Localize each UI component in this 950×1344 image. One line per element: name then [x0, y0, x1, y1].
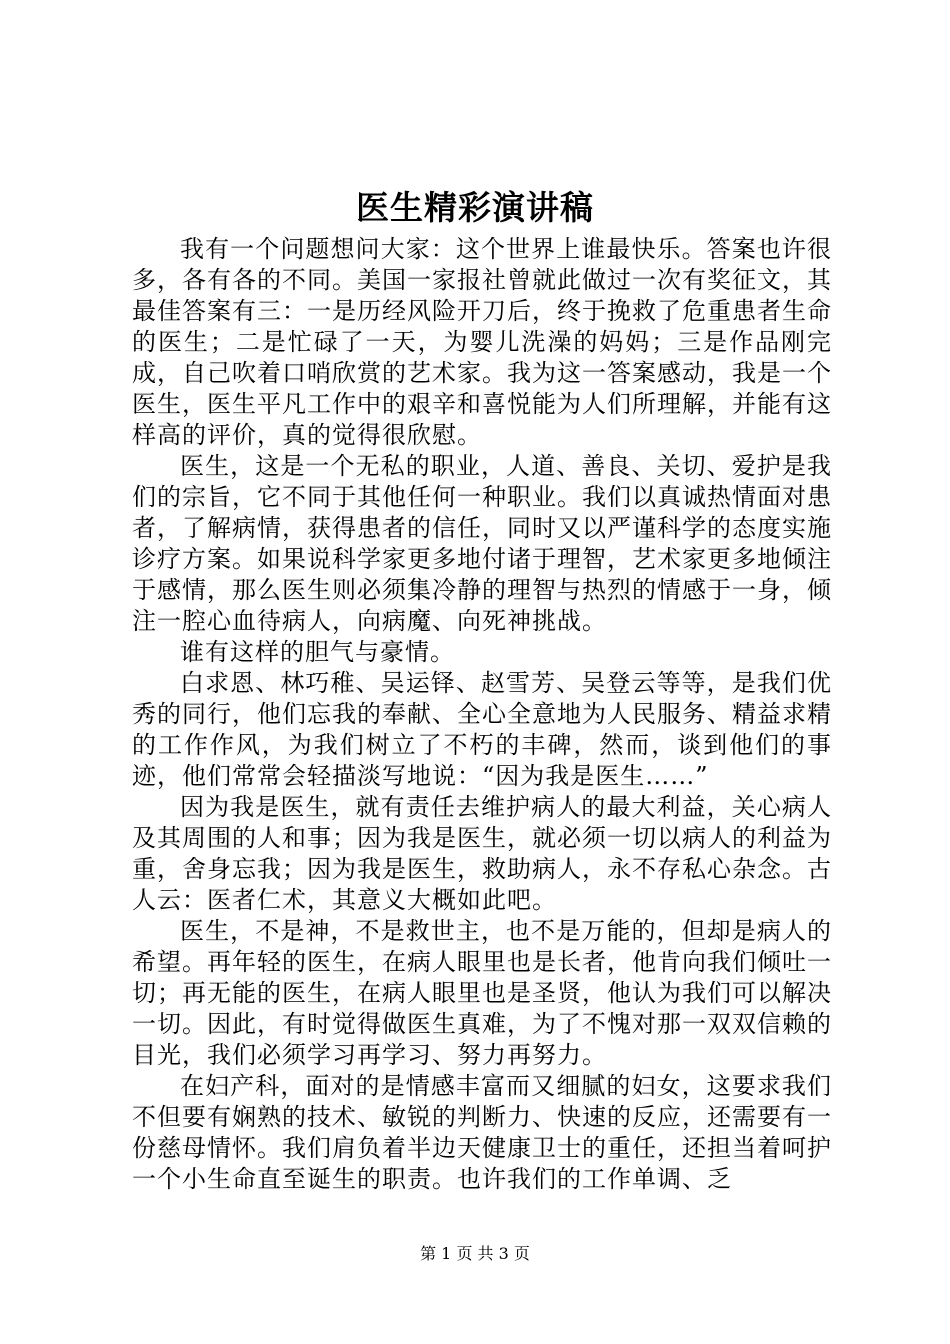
page-number-footer: 第 1 页 共 3 页	[420, 1244, 530, 1263]
paragraph: 医生，不是神，不是救世主，也不是万能的，但却是病人的希望。再年轻的医生，在病人眼里也是长者，他肯向我们倾吐一切；再无能的医生，在病人眼里也是圣贤，他认为我们可以解决一切。因此，有时觉得做医生真难，为了不愧对那一双双信赖的目光，我们必须学习再学习、努力再努力。	[132, 917, 832, 1069]
paragraph: 谁有这样的胆气与豪情。	[180, 638, 455, 666]
paragraph: 我有一个问题想问大家：这个世界上谁最快乐。答案也许很多，各有各的不同。美国一家报社曾就此做过一次有奖征文，其最佳答案有三：一是历经风险开刀后，终于挽救了危重患者生命的医生；二是忙碌了一天，为婴儿洗澡的妈妈；三是作品刚完成，自己吹着口哨欣赏的艺术家。我为这一答案感动，我是一个医生，医生平凡工作中的艰辛和喜悦能为人们所理解，并能有这样高的评价，真的觉得很欣慰。	[132, 235, 832, 449]
paragraph: 白求恩、林巧稚、吴运铎、赵雪芳、吴登云等等，是我们优秀的同行，他们忘我的奉献、全心全意地为人民服务、精益求精的工作作风，为我们树立了不朽的丰碑，然而，谈到他们的事迹，他们常常会轻描淡写地说：“因为我是医生……”	[132, 669, 832, 790]
paragraph: 医生，这是一个无私的职业，人道、善良、关切、爱护是我们的宗旨，它不同于其他任何一种职业。我们以真诚热情面对患者，了解病情，获得患者的信任，同时又以严谨科学的态度实施诊疗方案。如果说科学家更多地付诸于理智，艺术家更多地倾注于感情，那么医生则必须集冷静的理智与热烈的情感于一身，倾注一腔心血待病人，向病魔、向死神挑战。	[132, 452, 832, 635]
document-title: 医生精彩演讲稿	[356, 188, 594, 227]
paragraph: 在妇产科，面对的是情感丰富而又细腻的妇女，这要求我们不但要有娴熟的技术、敏锐的判断力、快速的反应，还需要有一份慈母情怀。我们肩负着半边天健康卫士的重任，还担当着呵护一个小生命直至诞生的职责。也许我们的工作单调、乏	[132, 1072, 832, 1193]
document-body	[132, 234, 832, 1195]
paragraph: 因为我是医生，就有责任去维护病人的最大利益，关心病人及其周围的人和事；因为我是医生，就必须一切以病人的利益为重，舍身忘我；因为我是医生，救助病人，永不存私心杂念。古人云：医者仁术，其意义大概如此吧。	[132, 793, 832, 914]
